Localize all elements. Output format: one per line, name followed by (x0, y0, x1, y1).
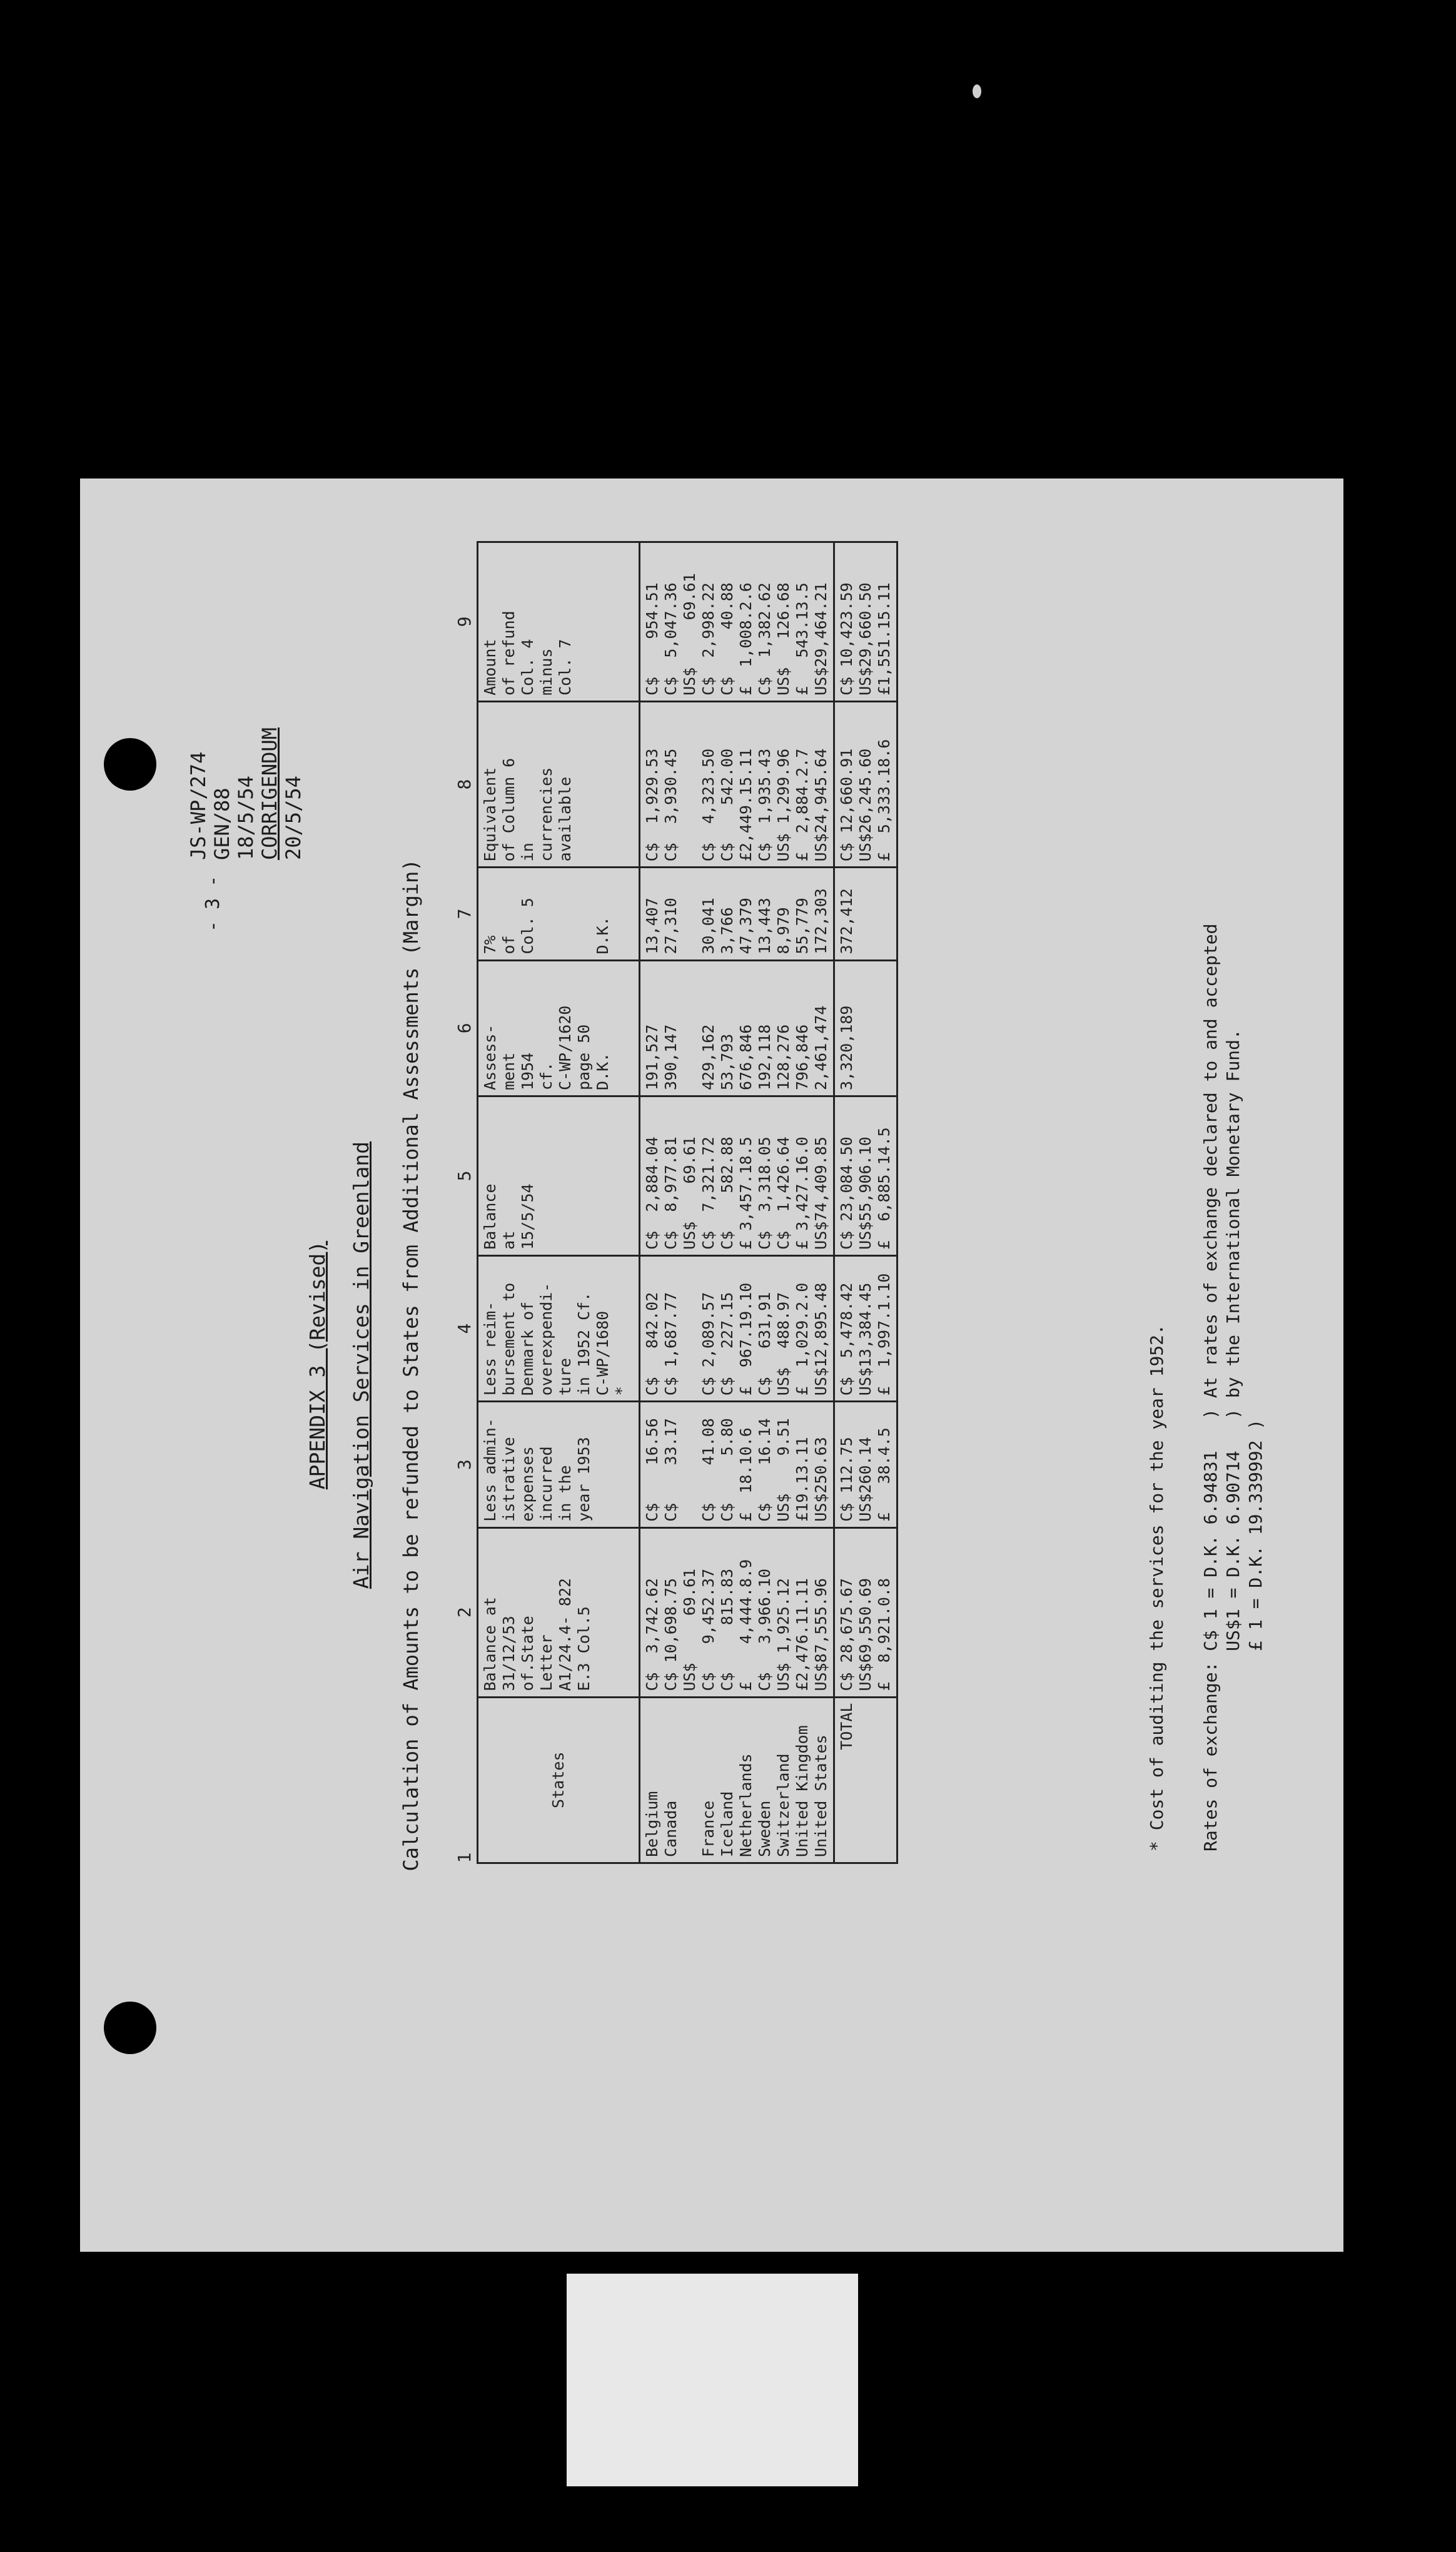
reference-line: GEN/88 (210, 787, 234, 860)
column-header: States (478, 1697, 640, 1863)
balance-1954-column: C$ 2,884.04 C$ 8,977.81 US$ 69.61 C$ 7,321.72 C$ 582.88 £ 3,457.18.5 C$ 3,318.05 C$ 1,426.64 £ 3,427.16.0 US$74,409.85 (640, 1096, 834, 1256)
total-label: TOTAL (834, 1697, 897, 1863)
appendix-title: APPENDIX 3 (Revised) (305, 1240, 330, 1490)
scan-speck (973, 84, 981, 98)
seven-percent-column: 13,407 27,310 30,041 3,766 47,379 13,443 8,979 55,779 172,303 (640, 868, 834, 960)
reference-line: CORRIGENDUM (258, 727, 281, 860)
column-number: 7 (454, 908, 475, 919)
equivalent-column: C$ 1,929.53 C$ 3,930.45 C$ 4,323.50 C$ 542.00 £2,449.15.11 C$ 1,935.43 US$ 1,299.96 £ 2,884.2.7 US$24,945.64 (640, 701, 834, 867)
column-number: 9 (454, 616, 475, 627)
column-number: 5 (454, 1170, 475, 1182)
table-body-row (640, 542, 834, 1863)
assessment-column: 191,527 390,147 429,162 53,793 676,846 192,118 128,276 796,846 2,461,474 (640, 960, 834, 1096)
total-cell: C$ 112.75 US$260.14 £ 38.4.5 (834, 1402, 897, 1527)
reference-block (186, 727, 305, 860)
rotated-content (80, 478, 1343, 2252)
calculation-title: Calculation of Amounts to be refunded to States from Additional Assessments (Margin) (399, 859, 423, 1871)
page-number: - 3 - (202, 875, 224, 932)
document-subtitle: Air Navigation Services in Greenland (349, 1141, 373, 1589)
total-cell: 3,320,189 (834, 960, 897, 1096)
document-page (80, 478, 1343, 2252)
column-number: 1 (454, 1852, 475, 1863)
total-row (834, 542, 897, 1863)
column-number: 3 (454, 1459, 475, 1470)
column-number: 2 (454, 1607, 475, 1618)
refund-column: C$ 954.51 C$ 5,047.36 US$ 69.61 C$ 2,998.22 C$ 40.88 £ 1,008.2.6 C$ 1,382.62 US$ 126.68 £ 543.13.5 US$29,464.21 (640, 542, 834, 702)
column-number-row (455, 542, 478, 1863)
exchange-rates: Rates of exchange: C$ 1 = D.K. 6.94831 ) At rates of exchange declared to and accepted US$1 = D.K. 6.90714 ) by the International Monetary Fund. £ 1 = D.K. 19.339992 ) (1200, 923, 1266, 1851)
total-cell: C$ 28,675.67 US$69,550.69 £ 8,921.0.8 (834, 1527, 897, 1697)
total-cell: C$ 23,084.50 US$55,906.10 £ 6,885.14.5 (834, 1096, 897, 1256)
column-number: 4 (454, 1323, 475, 1334)
paper-tab (567, 2274, 858, 2486)
column-header: Less reim- bursement to Denmark of overexpendi- ture in 1952 Cf. C-WP/1680 * (478, 1255, 640, 1401)
column-header: Balance at 15/5/54 (478, 1096, 640, 1256)
admin-expenses-column: C$ 16.56 C$ 33.17 C$ 41.08 C$ 5.80 £ 18.10.6 C$ 16.14 US$ 9.51 £19.13.11 US$250.63 (640, 1402, 834, 1527)
total-cell: C$ 10,423.59 US$29,660.50 £1,551.15.11 (834, 542, 897, 702)
reference-line: JS-WP/274 (186, 751, 210, 860)
column-header: Equivalent of Column 6 in currencies available (478, 701, 640, 867)
refund-table (455, 541, 898, 1864)
reference-line: 18/5/54 (234, 776, 258, 860)
column-header: 7% of Col. 5 D.K. (478, 868, 640, 960)
total-cell: C$ 5,478.42 US$13,384.45 £ 1,997.1.10 (834, 1255, 897, 1401)
footnote: * Cost of auditing the services for the year 1952. (1146, 1324, 1167, 1851)
total-cell: C$ 12,660.91 US$26,245.60 £ 5,333.18.6 (834, 701, 897, 867)
reference-line: 20/5/54 (281, 776, 305, 860)
column-header: Balance at 31/12/53 of.State Letter A1/24.4- 822 E.3 Col.5 (478, 1527, 640, 1697)
column-header: Assess- ment 1954 cf. C-WP/1620 page 50 D.K. (478, 960, 640, 1096)
reimbursement-column: C$ 842.02 C$ 1,687.77 C$ 2,089.57 C$ 227.15 £ 967.19.10 C$ 631,91 US$ 488.97 £ 1,029.2.0 US$12,895.48 (640, 1255, 834, 1401)
column-header: Amount of refund Col. 4 minus Col. 7 (478, 542, 640, 702)
column-number: 6 (454, 1023, 475, 1034)
column-number: 8 (454, 779, 475, 790)
column-header: Less admin- istrative expenses incurred in the year 1953 (478, 1402, 640, 1527)
states-column: Belgium Canada France Iceland Netherlands Sweden Switzerland United Kingdom United States (640, 1697, 834, 1863)
header-row (478, 542, 640, 1863)
balance-1953-column: C$ 3,742.62 C$ 10,698.75 US$ 69.61 C$ 9,452.37 C$ 815.83 £ 4,444.8.9 C$ 3,966.10 US$ 1,925.12 £2,476.11.11 US$87,555.96 (640, 1527, 834, 1697)
total-cell: 372,412 (834, 868, 897, 960)
